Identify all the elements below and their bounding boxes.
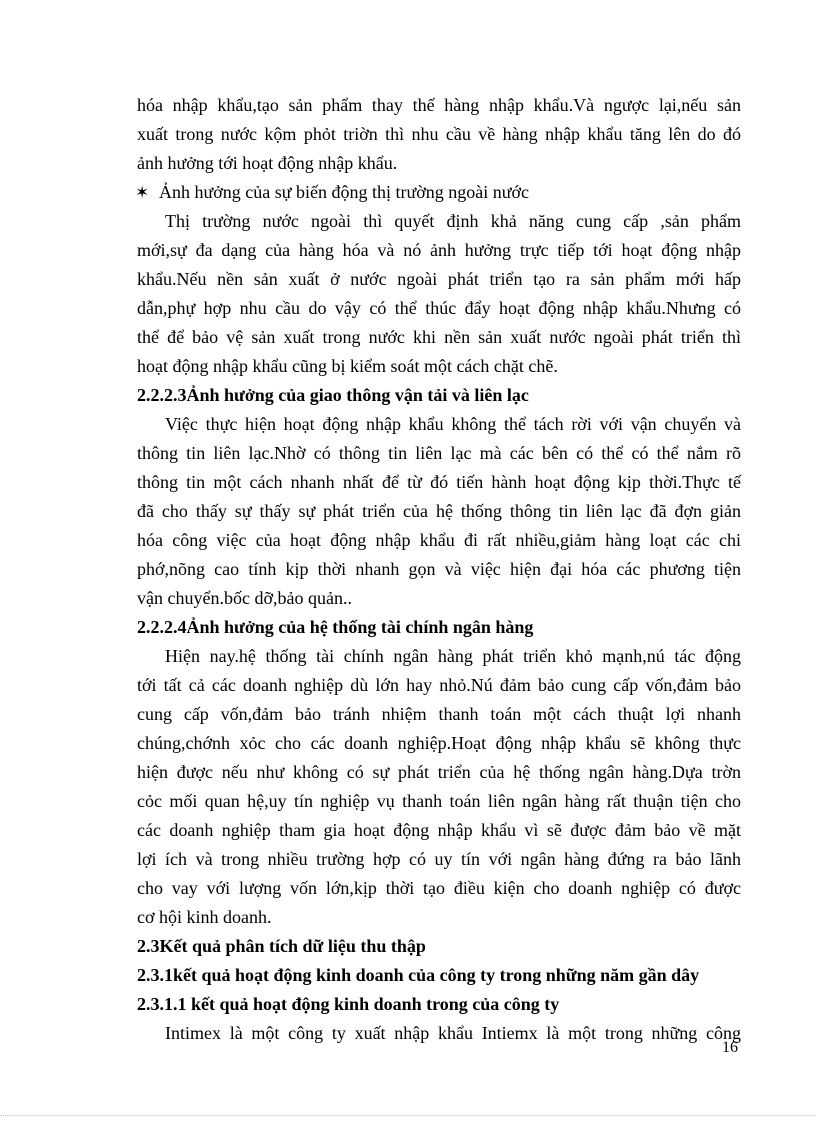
section-heading: 2.2.2.4Ảnh hưởng của hệ thống tài chính ngân hàng — [137, 617, 534, 637]
section-heading: 2.3.1.1 kết quả hoạt động kinh doanh trong của công ty — [137, 994, 560, 1014]
text-line: hóa nhập khẩu,tạo sản phẩm thay thế hàng nhập khẩu.Và ngược lại,nếu sản — [137, 95, 741, 115]
text-line: hiện được nếu như không có sự phát triển của hệ thống ngân hàng.Dựa trờn — [137, 762, 741, 782]
section-heading: 2.3Kết quả phân tích dữ liệu thu thập — [137, 936, 426, 956]
text-line: khẩu.Nếu nền sản xuất ở nước ngoài phát triển tạo ra sản phẩm mới hấp — [137, 269, 741, 289]
text-line: Intimex là một công ty xuất nhập khẩu Intiemx là một trong những công — [165, 1023, 741, 1043]
text-line: thể để bảo vệ sản xuất trong nước khi nền sản xuất nước ngoài phát triển thì — [137, 327, 741, 347]
text-line: xuất trong nước kộm phỏt triờn thì nhu cầu về hàng nhập khẩu tăng lên do đó — [137, 124, 741, 144]
text-line: cung cấp vốn,đảm bảo tránh nhiệm thanh toán một cách thuật lợi nhanh — [137, 704, 741, 724]
section-heading: 2.2.2.3Ảnh hưởng của giao thông vận tải và liên lạc — [137, 385, 529, 405]
bullet-heading-text: Ảnh hưởng của sự biến động thị trường ngoài nước — [159, 182, 530, 202]
text-line: hoạt động nhập khẩu cũng bị kiểm soát một cách chặt chẽ. — [137, 356, 558, 376]
text-line: ảnh hưởng tới hoạt động nhập khẩu. — [137, 153, 398, 173]
text-line: cho vay với lượng vốn lớn,kịp thời tạo điều kiện cho doanh nghiệp có được — [137, 878, 741, 898]
text-line: thông tin một cách nhanh nhất để từ đó tiến hành hoạt động kịp thời.Thực tế — [137, 472, 741, 492]
page-number: 16 — [722, 1039, 738, 1056]
text-line: thông tin liên lạc.Nhờ có thông tin liên lạc mà các bên có thể có thể nắm rõ — [137, 443, 741, 463]
text-line: Thị trường nước ngoài thì quyết định khả năng cung cấp ,sản phẩm — [165, 211, 741, 231]
text-line: cơ hội kinh doanh. — [137, 907, 272, 927]
text-line: tới tất cả các doanh nghiệp dù lớn hay nhỏ.Nú đảm bảo cung cấp vốn,đảm bảo — [137, 675, 741, 695]
text-line: mới,sự đa dạng của hàng hóa và nó ảnh hưởng trực tiếp tới hoạt động nhập — [137, 240, 741, 260]
text-line: chúng,chớnh xỏc cho các doanh nghiệp.Hoạt động nhập khẩu sẽ không thực — [137, 733, 741, 753]
body-text — [137, 91, 741, 1048]
star-bullet-icon: ✶ — [135, 183, 150, 202]
text-line: dẫn,phự hợp nhu cầu do vậy có thể thúc đẩy hoạt động nhập khẩu.Nhưng có — [137, 298, 741, 318]
text-line: các doanh nghiệp tham gia hoạt động nhập khẩu vì sẽ được đảm bảo về mặt — [137, 820, 741, 840]
text-line: cỏc mối quan hệ,uy tín nghiệp vụ thanh toán liên ngân hàng rất thuận tiện cho — [137, 791, 741, 811]
text-line: Việc thực hiện hoạt động nhập khẩu không thể tách rời với vận chuyển và — [165, 414, 741, 434]
text-line: lợi ích và trong nhiều trường hợp có uy tín với ngân hàng đứng ra bảo lãnh — [137, 849, 741, 869]
text-line: vận chuyển.bốc dỡ,bảo quản.. — [137, 588, 352, 608]
footer-divider — [0, 1115, 816, 1116]
text-line: hóa công việc của hoạt động nhập khẩu đi rất nhiều,giảm hàng loạt các chi — [137, 530, 741, 550]
text-line: phớ,nõng cao tính kịp thời nhanh gọn và việc hiện đại hóa các phương tiện — [137, 559, 741, 579]
text-line: Hiện nay.hệ thống tài chính ngân hàng phát triển khỏ mạnh,nú tác động — [165, 646, 741, 666]
text-line: đã cho thấy sự thấy sự phát triển của hệ thống thông tin liên lạc đã đợn giản — [137, 501, 741, 521]
bullet-heading — [135, 178, 739, 207]
section-heading: 2.3.1kết quả hoạt động kinh doanh của công ty trong những năm gần dây — [137, 965, 700, 985]
